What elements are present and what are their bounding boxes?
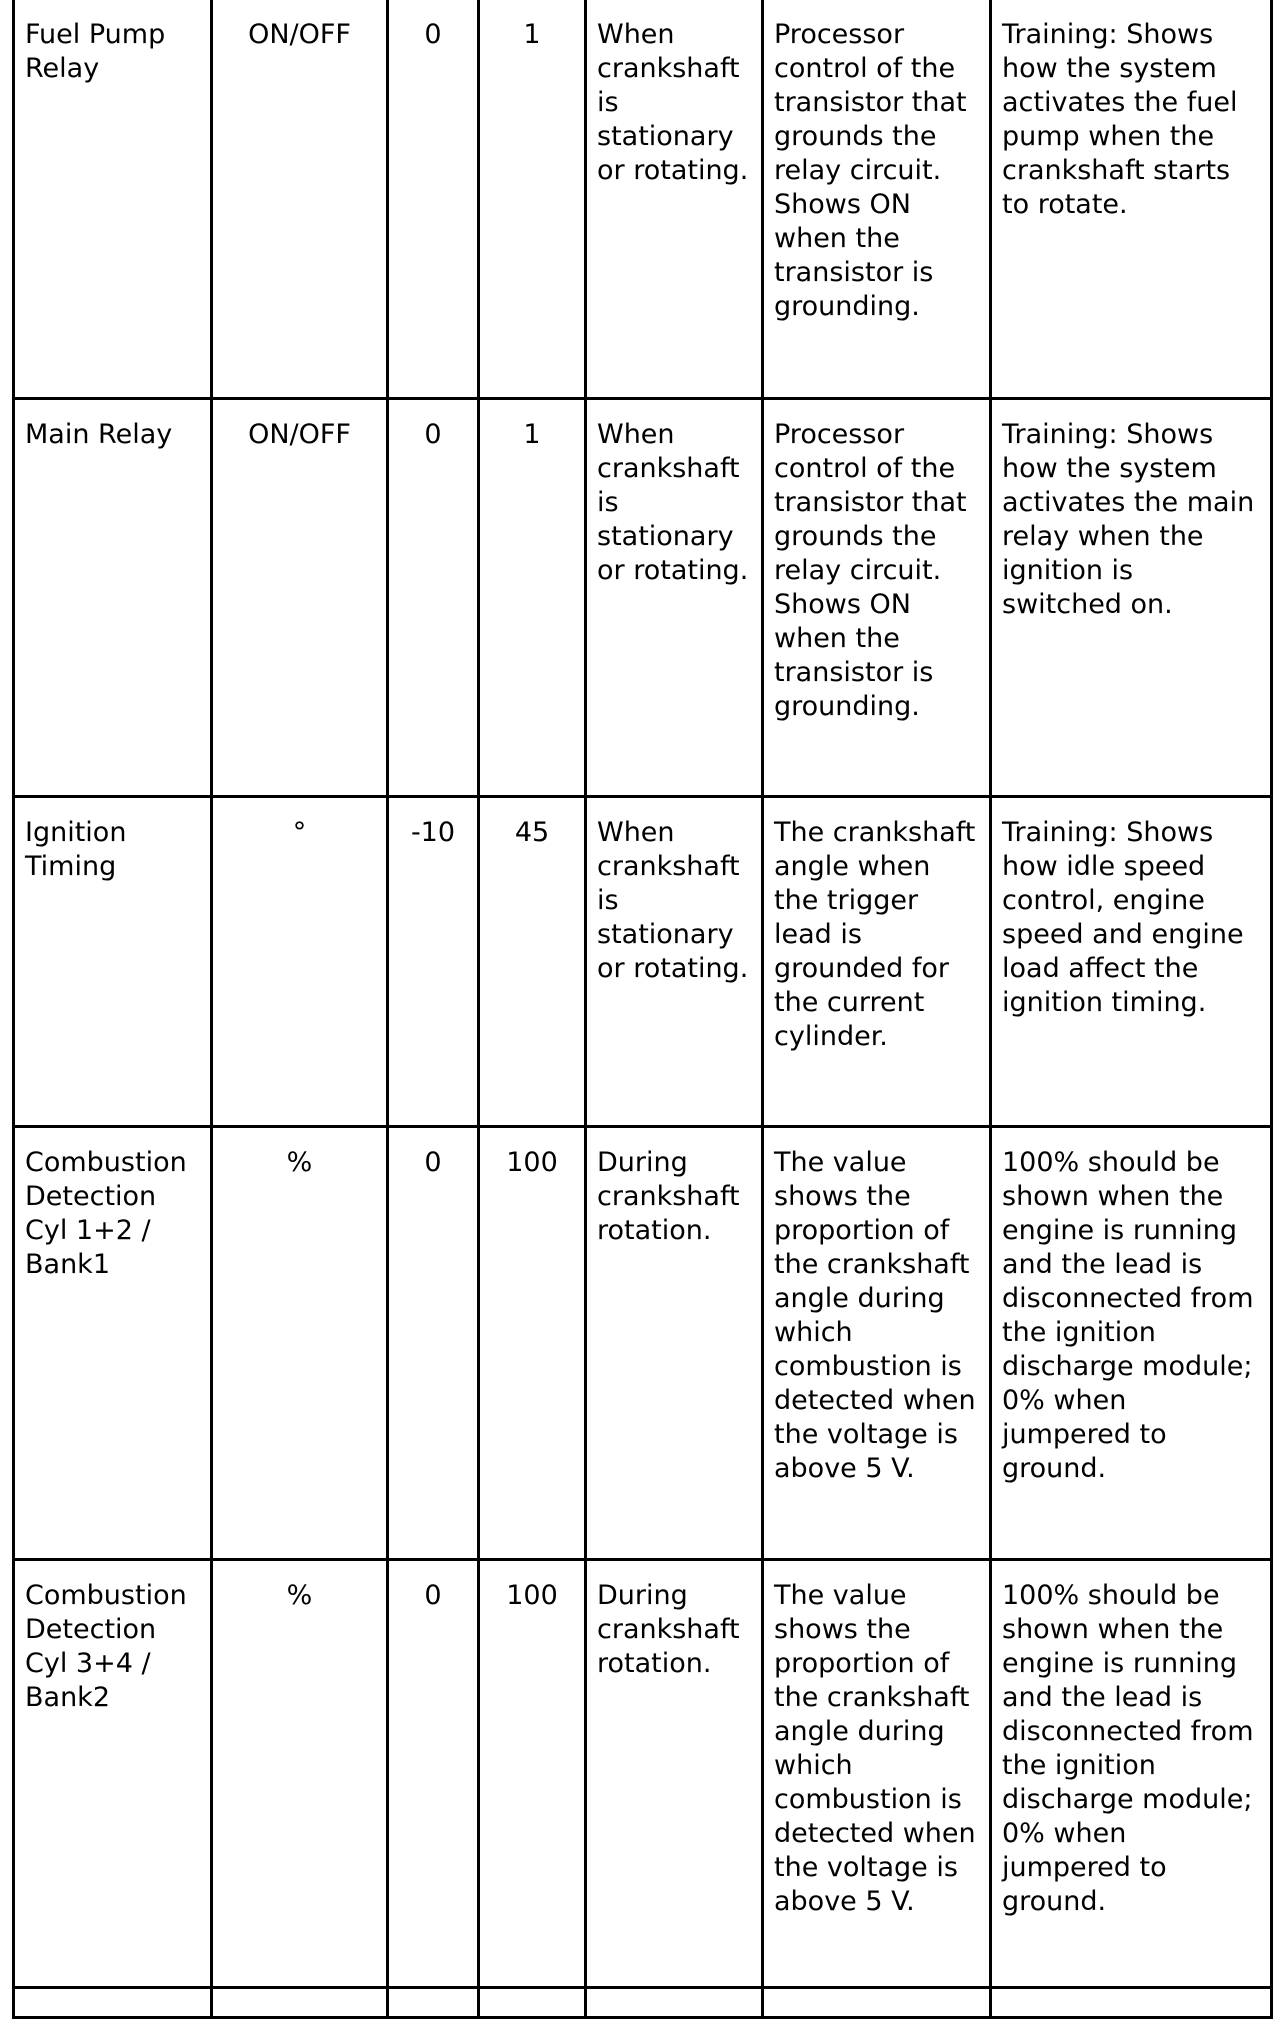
unit-cell: ON/OFF [212, 398, 388, 796]
condition-cell: During crankshaft rotation. [586, 1126, 763, 1559]
condition-cell: During crankshaft rotation. [586, 1559, 763, 1987]
parameter-name-cell: Main Relay [14, 398, 212, 796]
max-value-cell: 100 [479, 1559, 586, 1987]
description-cell: The value shows the proportion of the crankshaft angle during which combustion is detected when the voltage is above 5 V. [763, 1126, 991, 1559]
condition-cell: When crankshaft is stationary or rotating. [586, 0, 763, 398]
note-cell: Training: Shows how the system activates the main relay when the ignition is switched on. [991, 398, 1272, 796]
parameter-name-cell: Combustion Detection Cyl 3+4 / Bank2 [14, 1559, 212, 1987]
max-value-cell: 1 [479, 398, 586, 796]
empty-cell [14, 1987, 212, 2017]
unit-cell: % [212, 1559, 388, 1987]
note-cell: Training: Shows how the system activates the fuel pump when the crankshaft starts to rotate. [991, 0, 1272, 398]
table-row [14, 796, 1272, 1126]
min-value-cell: 0 [388, 1559, 479, 1987]
table-row [14, 1126, 1272, 1559]
empty-cell [388, 1987, 479, 2017]
table-row [14, 1559, 1272, 1987]
parameter-name-cell: Combustion Detection Cyl 1+2 / Bank1 [14, 1126, 212, 1559]
parameter-table [12, 0, 1273, 2019]
table-row [14, 398, 1272, 796]
description-cell: Processor control of the transistor that grounds the relay circuit. Shows ON when the transistor is grounding. [763, 398, 991, 796]
parameter-name-cell: Fuel Pump Relay [14, 0, 212, 398]
empty-cell [763, 1987, 991, 2017]
description-cell: The value shows the proportion of the crankshaft angle during which combustion is detected when the voltage is above 5 V. [763, 1559, 991, 1987]
unit-cell: % [212, 1126, 388, 1559]
min-value-cell: -10 [388, 796, 479, 1126]
unit-cell: ° [212, 796, 388, 1126]
min-value-cell: 0 [388, 1126, 479, 1559]
empty-cell [212, 1987, 388, 2017]
condition-cell: When crankshaft is stationary or rotating. [586, 796, 763, 1126]
max-value-cell: 45 [479, 796, 586, 1126]
parameter-name-cell: Ignition Timing [14, 796, 212, 1126]
unit-cell: ON/OFF [212, 0, 388, 398]
max-value-cell: 1 [479, 0, 586, 398]
table-row [14, 0, 1272, 398]
empty-cell [586, 1987, 763, 2017]
max-value-cell: 100 [479, 1126, 586, 1559]
condition-cell: When crankshaft is stationary or rotating. [586, 398, 763, 796]
note-cell: 100% should be shown when the engine is running and the lead is disconnected from the ignition discharge module; 0% when jumpered to ground. [991, 1559, 1272, 1987]
table-row-partial [14, 1987, 1272, 2017]
description-cell: The crankshaft angle when the trigger lead is grounded for the current cylinder. [763, 796, 991, 1126]
empty-cell [991, 1987, 1272, 2017]
note-cell: Training: Shows how idle speed control, engine speed and engine load affect the ignition timing. [991, 796, 1272, 1126]
min-value-cell: 0 [388, 398, 479, 796]
empty-cell [479, 1987, 586, 2017]
min-value-cell: 0 [388, 0, 479, 398]
description-cell: Processor control of the transistor that grounds the relay circuit. Shows ON when the transistor is grounding. [763, 0, 991, 398]
note-cell: 100% should be shown when the engine is running and the lead is disconnected from the ignition discharge module; 0% when jumpered to ground. [991, 1126, 1272, 1559]
